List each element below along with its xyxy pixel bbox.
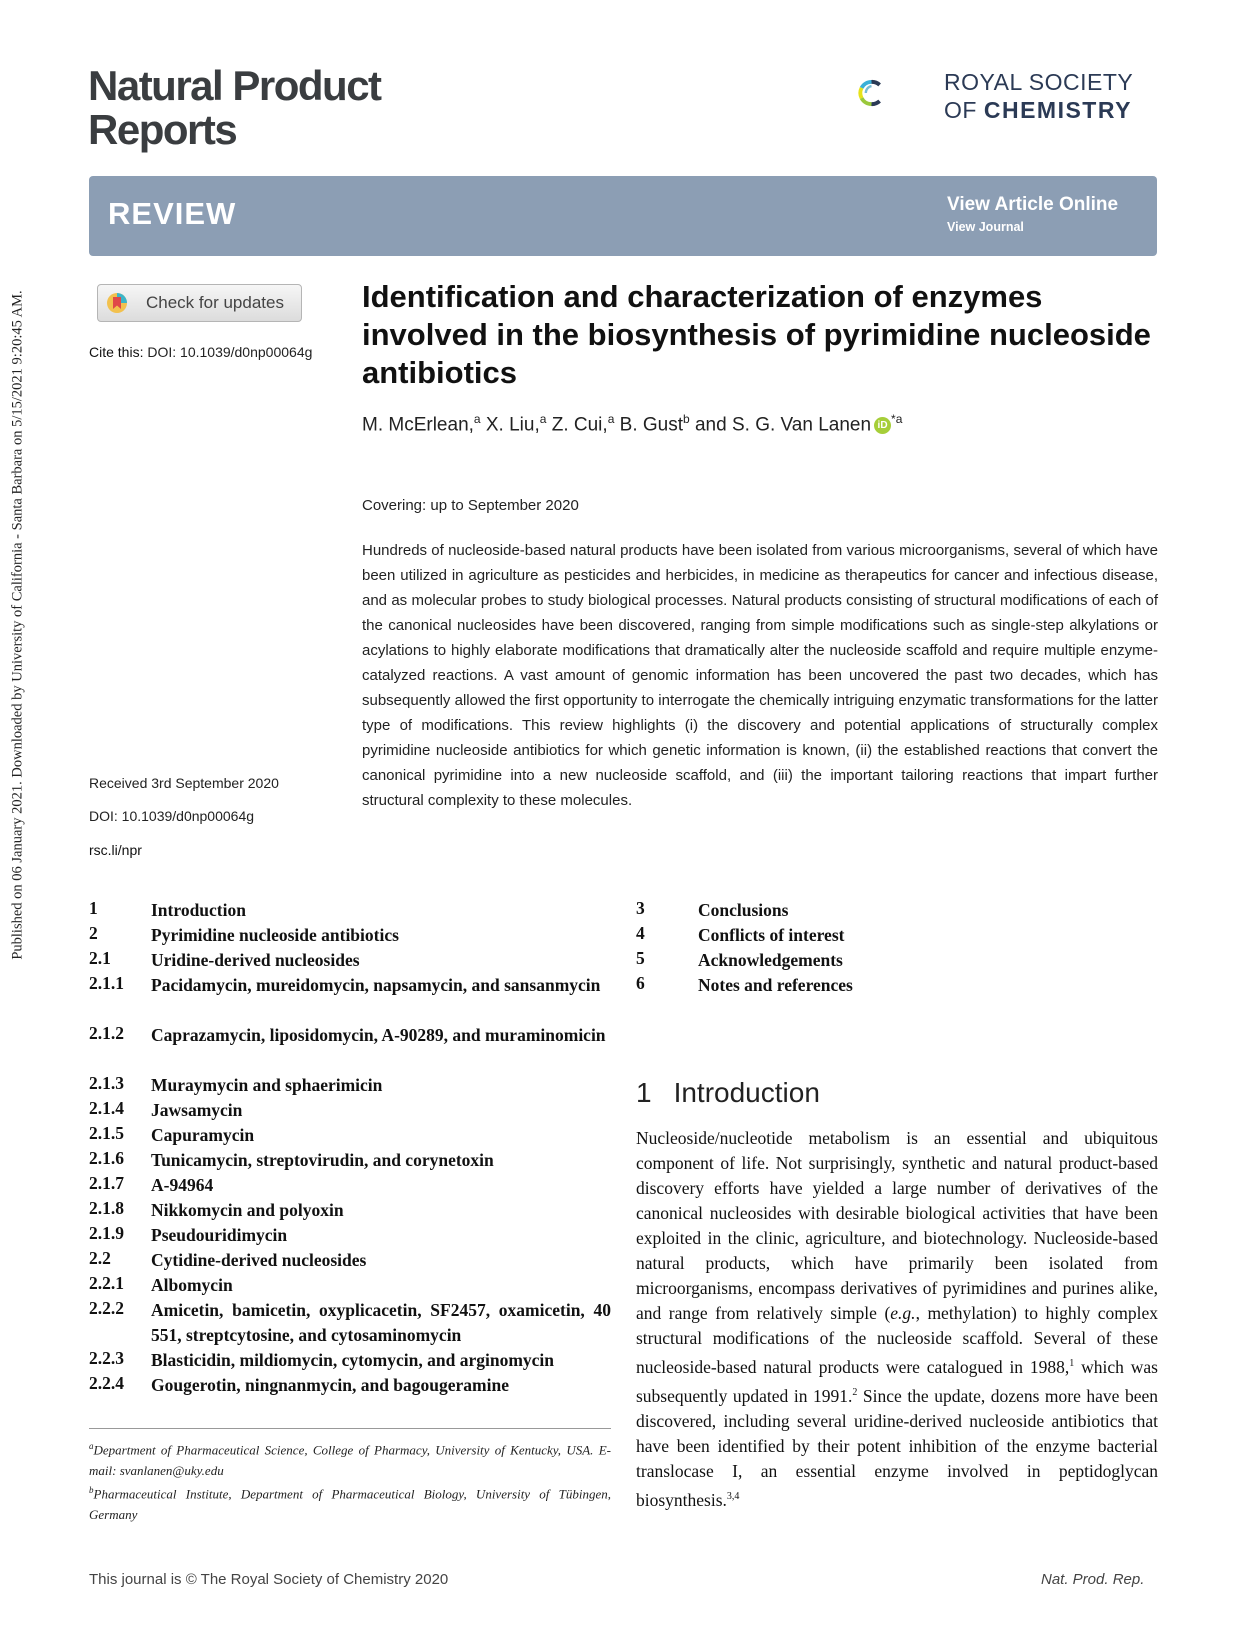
toc-number: 2.1.4: [89, 1098, 124, 1118]
toc-title: Albomycin: [151, 1275, 233, 1295]
affiliation-footnote: [89, 1436, 611, 1481]
author-name[interactable]: M. McErlean,: [362, 414, 474, 436]
toc-number: 2: [89, 923, 98, 943]
author-name[interactable]: Z. Cui,: [546, 414, 608, 436]
toc-entry[interactable]: [89, 973, 611, 998]
article-type-label: REVIEW: [108, 196, 237, 231]
toc-title: Caprazamycin, liposidomycin, A-90289, and muraminomicin: [151, 1025, 606, 1045]
toc-title: Uridine-derived nucleosides: [151, 950, 360, 970]
journal-name-line1: Natural Product: [88, 62, 381, 109]
toc-entry[interactable]: [89, 1073, 611, 1098]
toc-number: 2.1.3: [89, 1073, 124, 1093]
download-stamp-text: Published on 06 January 2021. Downloaded by University of California - Santa Barbara on 5/15/2021 9:20:45 AM.: [9, 290, 26, 960]
view-article-online-link[interactable]: View Article Online: [947, 194, 1119, 215]
toc-number: 2.2.4: [89, 1373, 124, 1393]
publisher-line2: [944, 96, 1164, 124]
toc-title: Tunicamycin, streptovirudin, and corynetoxin: [151, 1150, 494, 1170]
toc-entry[interactable]: [89, 1273, 611, 1298]
copyright-footer: This journal is © The Royal Society of Chemistry 2020: [89, 1571, 449, 1588]
toc-entry[interactable]: [89, 1123, 611, 1148]
toc-entry[interactable]: [636, 923, 936, 948]
toc-entry[interactable]: [89, 1098, 611, 1123]
toc-entry[interactable]: [89, 1223, 611, 1248]
toc-number: 2.1.6: [89, 1148, 124, 1168]
toc-title: Nikkomycin and polyoxin: [151, 1200, 344, 1220]
reference-marker[interactable]: 2: [852, 1386, 858, 1398]
toc-entry[interactable]: [89, 1023, 611, 1048]
check-for-updates-button[interactable]: [97, 284, 302, 322]
journal-name-line2: Reports: [88, 106, 237, 153]
toc-title: Cytidine-derived nucleosides: [151, 1250, 367, 1270]
toc-number: 6: [636, 973, 645, 993]
toc-title: Gougerotin, ningnanmycin, and bagougeramine: [151, 1375, 509, 1395]
toc-title: Pseudouridimycin: [151, 1225, 288, 1245]
journal-short-link[interactable]: rsc.li/npr: [89, 842, 142, 858]
publisher-name[interactable]: [944, 68, 1164, 124]
affiliation-marker: a: [89, 1441, 94, 1451]
toc-title: Notes and references: [698, 975, 853, 995]
toc-number: 5: [636, 948, 645, 968]
footnote-divider: [89, 1428, 611, 1429]
download-stamp: [8, 240, 28, 1010]
author-name[interactable]: B. Gust: [614, 414, 684, 436]
toc-entry[interactable]: [89, 1248, 611, 1273]
affiliation-marker: a: [539, 412, 547, 426]
affiliation-marker: b: [89, 1485, 94, 1495]
toc-number: 2.2.2: [89, 1298, 124, 1318]
introduction-paragraph: [636, 1126, 1158, 1512]
toc-title: Conclusions: [698, 900, 789, 920]
received-date: Received 3rd September 2020: [89, 775, 279, 791]
affiliation-marker: a: [473, 412, 481, 426]
article-type-banner: [89, 176, 1157, 256]
toc-number: 2.2.1: [89, 1273, 124, 1293]
journal-abbreviation-footer: Nat. Prod. Rep.: [1041, 1571, 1145, 1588]
affiliation-text: Department of Pharmaceutical Science, College of Pharmacy, University of Kentucky, USA. E-mail: svanlanen@uky.edu: [89, 1442, 611, 1479]
toc-number: 2.1.1: [89, 973, 124, 993]
author-name[interactable]: and S. G. Van Lanen: [689, 414, 872, 436]
toc-entry[interactable]: [636, 898, 936, 923]
toc-number: 2.1.2: [89, 1023, 124, 1043]
intro-text: Nucleoside/nucleotide metabolism is an essential and ubiquitous component of life. Not surprisingly, synthetic and natural product-based discovery efforts have yielded a large number of derivatives of the canonical nucleosides with desirable biological activities that have been exploited in the clinic, agriculture, and biotechnology. Nucleoside-based natural products, which have primarily been isolated from microorganisms, encompass derivatives of pyrimidines and purines alike, and range from relatively simple (: [636, 1128, 1158, 1323]
toc-title: Muraymycin and sphaerimicin: [151, 1075, 383, 1095]
publisher-line2-pre: OF: [944, 97, 984, 123]
toc-entry[interactable]: [636, 948, 936, 973]
view-journal-link[interactable]: View Journal: [947, 220, 1024, 234]
toc-number: 2.1.5: [89, 1123, 124, 1143]
check-for-updates-label: Check for updates: [146, 293, 284, 312]
affiliation-marker: a: [607, 412, 615, 426]
toc-entry[interactable]: [89, 1173, 611, 1198]
section-number: 1: [636, 1077, 652, 1108]
article-title: Identification and characterization of enzymes involved in the biosynthesis of pyrimidine nucleoside antibiotics: [362, 279, 1151, 390]
intro-text-italic: e.g.: [890, 1303, 916, 1323]
reference-marker[interactable]: 3,4: [726, 1490, 740, 1502]
section-title: Introduction: [673, 1077, 820, 1108]
cite-this: [89, 344, 312, 360]
intro-text: which was subsequently updated in 1991.: [636, 1356, 1158, 1406]
cite-label: Cite this:: [89, 344, 144, 360]
toc-entry[interactable]: [89, 1148, 611, 1173]
section-heading: [636, 1077, 820, 1109]
publisher-line2-bold: CHEMISTRY: [983, 97, 1132, 123]
toc-title: Pacidamycin, mureidomycin, napsamycin, and sansanmycin: [151, 975, 601, 995]
toc-title: A-94964: [151, 1175, 214, 1195]
coverage-period: Covering: up to September 2020: [362, 497, 579, 514]
author-list: [362, 412, 1162, 436]
toc-number: 2.1.9: [89, 1223, 124, 1243]
toc-entry[interactable]: [89, 923, 611, 948]
toc-number: 2.1.7: [89, 1173, 124, 1193]
toc-entry[interactable]: [636, 973, 936, 998]
toc-title: Jawsamycin: [151, 1100, 243, 1120]
toc-number: 2.1: [89, 948, 111, 968]
toc-entry[interactable]: [89, 898, 611, 923]
toc-number: 4: [636, 923, 645, 943]
toc-title: Capuramycin: [151, 1125, 255, 1145]
crossmark-icon: [106, 292, 128, 314]
toc-number: 2.2: [89, 1248, 111, 1268]
toc-entry[interactable]: [89, 1348, 611, 1373]
cite-doi[interactable]: DOI: 10.1039/d0np00064g: [147, 344, 313, 360]
affiliation-marker: *a: [891, 412, 903, 426]
toc-entry[interactable]: [89, 1373, 611, 1398]
toc-number: 3: [636, 898, 645, 918]
journal-name[interactable]: [88, 64, 448, 152]
toc-title: Conflicts of interest: [698, 925, 845, 945]
orcid-icon[interactable]: iD: [874, 417, 891, 434]
intro-text: Since the update, dozens more have been discovered, including several uridine-derived nucleoside antibiotics that have been identified by their potent inhibition of the enzyme bacterial translocase I, an essential enzyme involved in peptidoglycan biosynthesis.: [636, 1385, 1159, 1510]
doi-link[interactable]: DOI: 10.1039/d0np00064g: [89, 808, 255, 824]
publisher-line1: ROYAL SOCIETY: [944, 69, 1134, 95]
toc-number: 1: [89, 898, 98, 918]
toc-title: Amicetin, bamicetin, oxyplicacetin, SF2457, oxamicetin, 40 551, streptcytosine, and cytosaminomycin: [151, 1300, 611, 1345]
affiliation-text: Pharmaceutical Institute, Department of Pharmaceutical Biology, University of Tübingen, Germany: [89, 1486, 611, 1523]
toc-title: Blasticidin, mildiomycin, cytomycin, and arginomycin: [151, 1350, 555, 1370]
toc-title: Acknowledgements: [698, 950, 843, 970]
toc-entry[interactable]: [89, 1298, 611, 1348]
author-name[interactable]: X. Liu,: [480, 414, 540, 436]
affiliation-footnote: [89, 1480, 611, 1525]
intro-text: , methylation) to highly complex structural modifications of the nucleoside scaffold. Several of these nucleoside-based natural products were catalogued in 1988,: [636, 1303, 1158, 1377]
rsc-logo-icon[interactable]: [858, 50, 948, 136]
toc-title: Introduction: [151, 900, 246, 920]
toc-title: Pyrimidine nucleoside antibiotics: [151, 925, 399, 945]
reference-marker[interactable]: 1: [1069, 1358, 1075, 1369]
toc-number: 2.1.8: [89, 1198, 124, 1218]
abstract-text: Hundreds of nucleoside-based natural products have been isolated from various microorganisms, several of which have been utilized in agriculture as pesticides and herbicides, in medicine as therapeutics for cancer and infectious disease, and as molecular probes to study biological processes. Natural products consisting of structural modifications of each of the canonical nucleosides have been discovered, ranging from simple modifications such as single-step alkylations or acylations to highly elaborate modifications that dramatically alter the nucleoside scaffold and require multiple enzyme-catalyzed reactions. A vast amount of genomic information has been uncovered the past two decades, which has subsequently allowed the first opportunity to interrogate the chemically intriguing enzymatic transformations for the latter type of modifications. This review highlights (i) the discovery and potential applications of structurally complex pyrimidine nucleoside antibiotics for which genetic information is known, (ii) the established reactions that convert the canonical pyrimidine into a new nucleoside scaffold, and (iii) the important tailoring reactions that impart further structural complexity to these molecules.: [362, 542, 1158, 809]
affiliation-marker: b: [683, 412, 690, 426]
toc-entry[interactable]: [89, 1198, 611, 1223]
toc-number: 2.2.3: [89, 1348, 124, 1368]
toc-entry[interactable]: [89, 948, 611, 973]
